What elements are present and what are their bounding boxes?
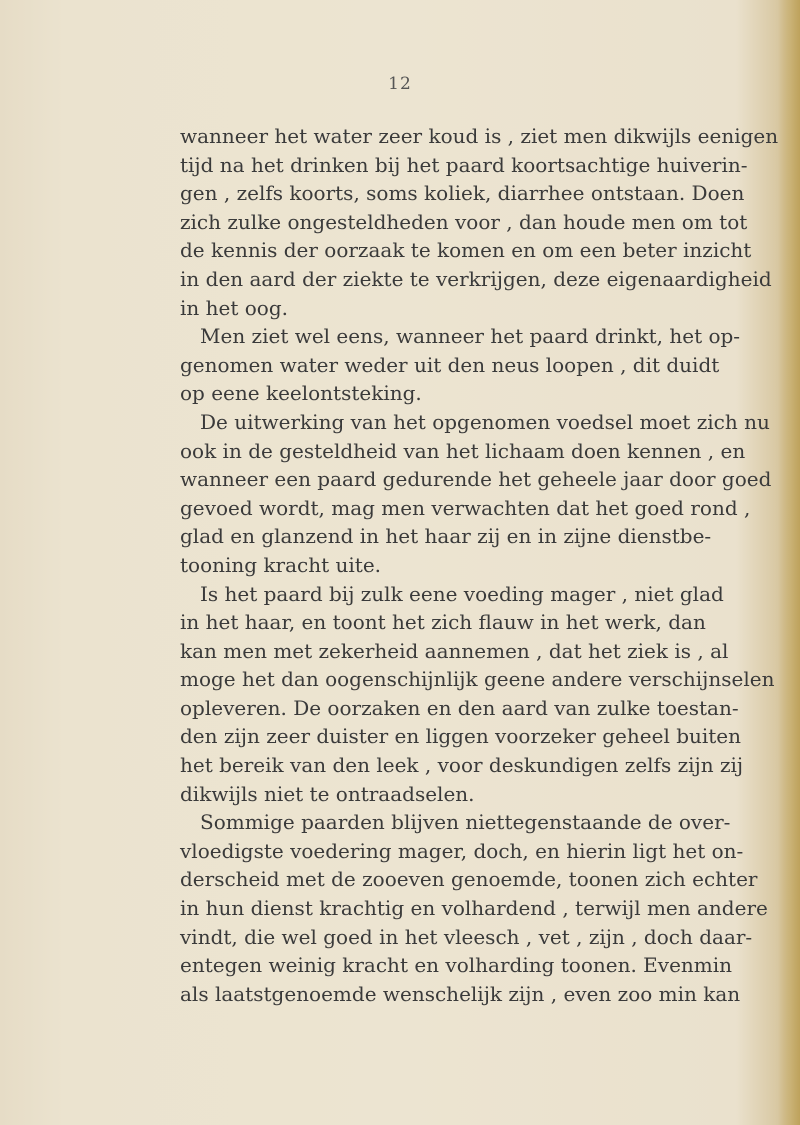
- text-line: wanneer het water zeer koud is , ziet men dikwijls eenigen: [180, 124, 779, 148]
- text-line: in den aard der ziekte te verkrijgen, deze eigenaardigheid: [180, 266, 772, 291]
- text-line: wanneer een paard gedurende het geheele jaar door goed: [180, 467, 772, 492]
- text-line: vindt, die wel goed in het vleesch , vet , zijn , doch daar-: [180, 924, 753, 949]
- text-line: de kennis der oorzaak te komen en om een beter inzicht: [180, 238, 752, 263]
- text-line: moge het dan oogenschijnlijk geene andere verschijnselen: [180, 667, 775, 692]
- text-line: als laatstgenoemde wenschelijk zijn , even zoo min kan: [180, 981, 741, 1006]
- text-line: Is het paard bij zulk eene voeding mager , niet glad: [200, 581, 724, 606]
- text-line: vloedigste voedering mager, doch, en hierin ligt het on-: [180, 838, 744, 863]
- text-line: in hun dienst krachtig en volhardend , terwijl men andere: [180, 896, 768, 921]
- text-line: genomen water weder uit den neus loopen , dit duidt: [180, 352, 720, 377]
- text-line: entegen weinig kracht en volharding toonen. Evenmin: [180, 953, 733, 978]
- text-line: in het oog.: [180, 295, 288, 320]
- text-line: op eene keelontsteking.: [180, 381, 422, 406]
- text-line: ook in de gesteldheid van het lichaam doen kennen , en: [180, 438, 746, 463]
- text-line: derscheid met de zooeven genoemde, toonen zich echter: [180, 867, 758, 892]
- text-line: gevoed wordt, mag men verwachten dat het goed rond ,: [180, 495, 751, 520]
- text-line: glad en glanzend in het haar zij en in zijne dienstbe-: [180, 524, 712, 549]
- text-line: opleveren. De oorzaken en den aard van zulke toestan-: [180, 695, 739, 720]
- body-text: [180, 122, 779, 1008]
- page-number: 12: [388, 74, 412, 94]
- text-line: dikwijls niet te ontraadselen.: [180, 781, 475, 806]
- text-line: De uitwerking van het opgenomen voedsel moet zich nu: [200, 409, 770, 434]
- text-line: Sommige paarden blijven niettegenstaande de over-: [200, 810, 731, 835]
- page-edge: [778, 0, 800, 1125]
- text-line: den zijn zeer duister en liggen voorzeker geheel buiten: [180, 724, 742, 749]
- text-line: tooning kracht uite.: [180, 552, 382, 577]
- text-line: kan men met zekerheid aannemen , dat het ziek is , al: [180, 638, 729, 663]
- text-line: zich zulke ongesteldheden voor , dan houde men om tot: [180, 209, 748, 234]
- text-line: in het haar, en toont het zich flauw in het werk, dan: [180, 610, 706, 635]
- text-line: het bereik van den leek , voor deskundigen zelfs zijn zij: [180, 753, 744, 778]
- text-line: tijd na het drinken bij het paard koortsachtige huiverin-: [180, 152, 748, 177]
- text-line: Men ziet wel eens, wanneer het paard drinkt, het op-: [200, 324, 741, 349]
- text-line: gen , zelfs koorts, soms koliek, diarrhee ontstaan. Doen: [180, 181, 745, 206]
